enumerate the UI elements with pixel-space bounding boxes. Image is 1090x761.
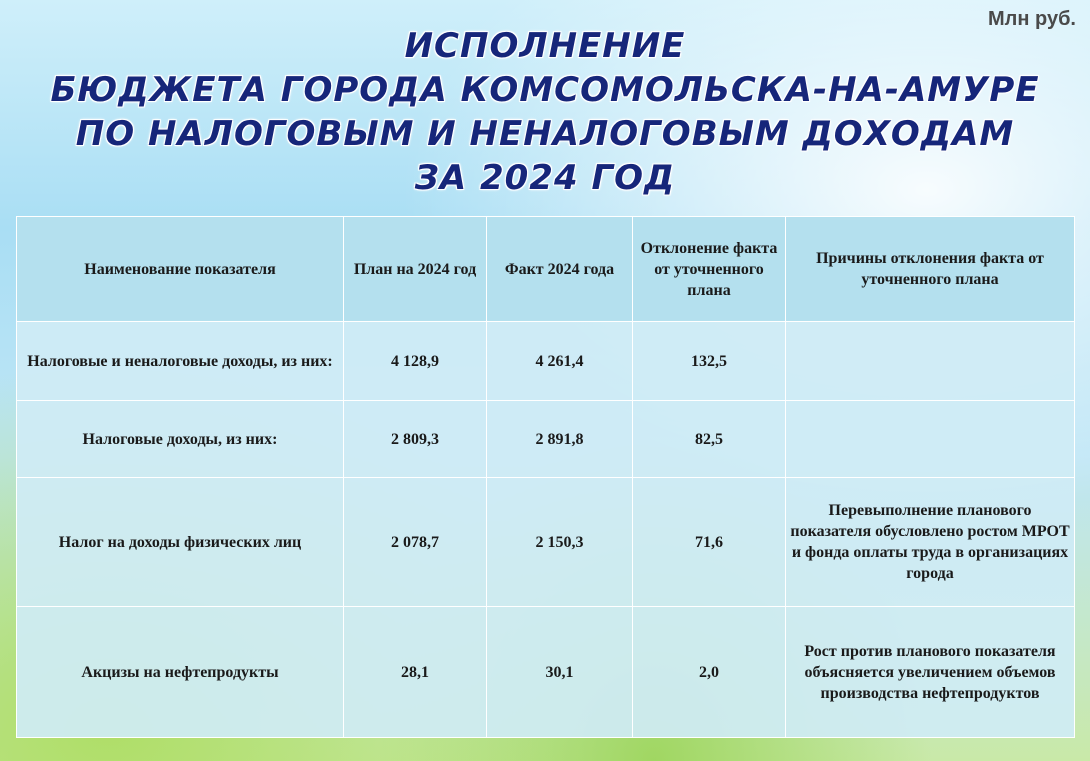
- row-plan: 2 809,3: [344, 401, 487, 478]
- row-fact: 30,1: [487, 607, 633, 738]
- table-row: [17, 607, 1075, 738]
- row-fact: 4 261,4: [487, 322, 633, 401]
- table-header-row: [17, 217, 1075, 322]
- row-plan: 4 128,9: [344, 322, 487, 401]
- table-row: [17, 478, 1075, 607]
- title-line-4: ЗА 2024 ГОД: [414, 158, 676, 198]
- table-row: [17, 401, 1075, 478]
- row-deviation: 2,0: [633, 607, 786, 738]
- row-reason: [786, 322, 1075, 401]
- units-label: Млн руб.: [988, 8, 1076, 30]
- page-title: [0, 24, 1090, 200]
- header-fact: Факт 2024 года: [487, 217, 633, 322]
- row-name: Налоговые доходы, из них:: [17, 401, 344, 478]
- title-line-2: БЮДЖЕТА ГОРОДА КОМСОМОЛЬСКА-НА-АМУРЕ: [50, 70, 1040, 110]
- row-deviation: 82,5: [633, 401, 786, 478]
- row-reason: [786, 401, 1075, 478]
- budget-table: [16, 216, 1075, 738]
- header-deviation: Отклонение факта от уточненного плана: [633, 217, 786, 322]
- header-reasons: Причины отклонения факта от уточненного плана: [786, 217, 1075, 322]
- row-plan: 2 078,7: [344, 478, 487, 607]
- row-reason: Перевыполнение планового показателя обусловлено ростом МРОТ и фонда оплаты труда в организациях города: [786, 478, 1075, 607]
- row-fact: 2 150,3: [487, 478, 633, 607]
- row-name: Налог на доходы физических лиц: [17, 478, 344, 607]
- header-name: Наименование показателя: [17, 217, 344, 322]
- row-name: Акцизы на нефтепродукты: [17, 607, 344, 738]
- table-row: [17, 322, 1075, 401]
- title-line-1: ИСПОЛНЕНИЕ: [404, 26, 686, 66]
- row-name: Налоговые и неналоговые доходы, из них:: [17, 322, 344, 401]
- row-reason: Рост против планового показателя объясняется увеличением объемов производства нефтепродуктов: [786, 607, 1075, 738]
- row-deviation: 71,6: [633, 478, 786, 607]
- header-plan: План на 2024 год: [344, 217, 487, 322]
- row-deviation: 132,5: [633, 322, 786, 401]
- row-plan: 28,1: [344, 607, 487, 738]
- row-fact: 2 891,8: [487, 401, 633, 478]
- title-line-3: ПО НАЛОГОВЫМ И НЕНАЛОГОВЫМ ДОХОДАМ: [75, 114, 1015, 154]
